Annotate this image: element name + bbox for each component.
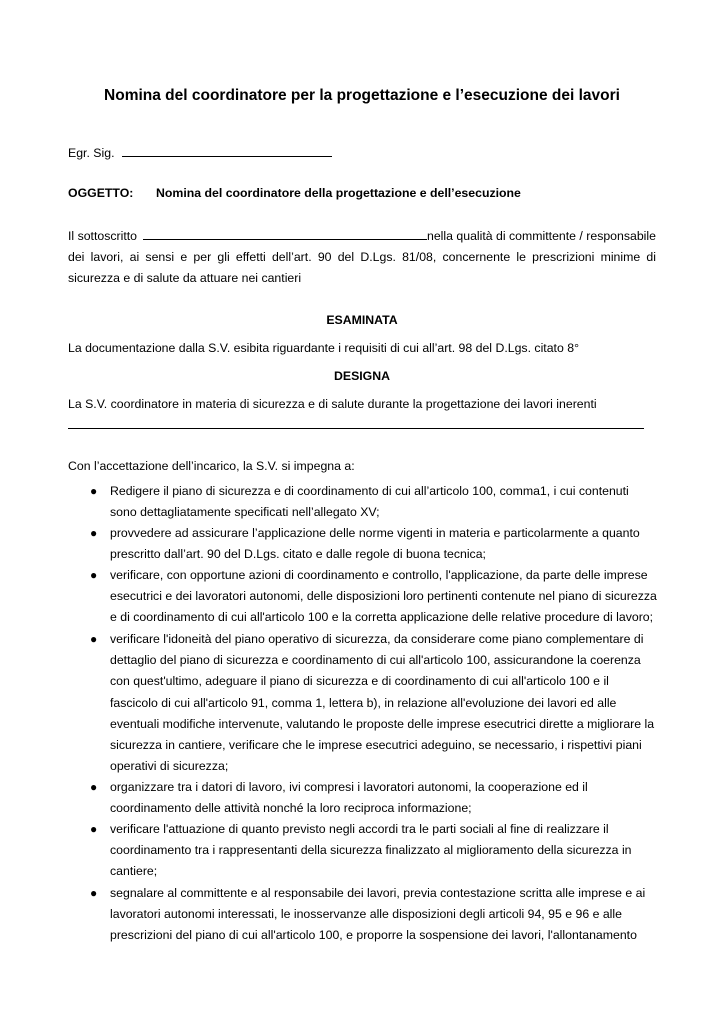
list-item: ● segnalare al committente e al responsabile dei lavori, previa contestazione scritta alle imprese e ai lavoratori autonomi interessati, le inosservanze alle disposizioni degli articoli 94, 95 e 96 e alle prescrizioni del piano di cui all'articolo 100, e proporre la sospensione dei lavori, l'allontanamento (110, 883, 645, 947)
intro-line-2: dei lavori, ai sensi e per gli effetti dell’art. 90 del D.Lgs. 81/08, concernente le prescrizioni minime di (68, 250, 656, 264)
list-item: ● provvedere ad assicurare l’applicazione delle norme vigenti in materia e particolarmente a quanto prescritto dall’art. 90 del D.Lgs. citato e dalle regole di buona tecnica; (110, 523, 640, 565)
undersigned-blank (143, 226, 427, 240)
intro-line-1 (68, 226, 656, 247)
subject-label: OGGETTO: (68, 186, 134, 200)
list-item: ● verificare l'idoneità del piano operativo di sicurezza, da considerare come piano complementare di dettaglio del piano di sicurezza e coordinamento di cui all'articolo 100, assicurandone la coerenza con quest'ultimo, adeguare il piano di sicurezza e di coordinamento di cui all'articolo 100 e il fascicolo di cui all'articolo 91, comma 1, lettera b), in relazione all'evoluzione dei lavori ed alle eventuali modifiche intervenute, valutando le proposte delle imprese esecutrici dirette a migliorare la sicurezza in cantiere, verificare che le imprese esecutrici adeguino, se necessario, i rispettivi piani operativi di sicurezza; (110, 629, 654, 777)
intro-line-3: sicurezza e di salute da attuare nei cantieri (68, 271, 302, 285)
commitment-intro: Con l’accettazione dell’incarico, la S.V. si impegna a: (68, 459, 355, 473)
bullet-icon: ● (90, 886, 98, 900)
bullet-icon: ● (90, 780, 98, 794)
heading-designate: DESIGNA (333, 369, 391, 383)
heading-examined: ESAMINATA (326, 313, 398, 327)
designate-text: La S.V. coordinatore in materia di sicurezza e di salute durante la progettazione dei lavori inerenti (68, 397, 597, 411)
addressee-label: Egr. Sig. (68, 146, 115, 160)
subject-text: Nomina del coordinatore della progettazione e dell’esecuzione (156, 186, 521, 200)
bullet-icon: ● (90, 632, 98, 646)
list-item: ● Redigere il piano di sicurezza e di coordinamento di cui all’articolo 100, comma1, i cui contenuti sono dettagliatamente specificati nell’allegato XV; (110, 481, 629, 523)
addressee-line (68, 143, 332, 164)
examined-text: La documentazione dalla S.V. esibita riguardante i requisiti di cui all’art. 98 del D.Lgs. citato 8° (68, 341, 579, 355)
bullet-icon: ● (90, 484, 98, 498)
intro-line1-end: nella qualità di committente / responsabile (427, 229, 656, 243)
document-title: Nomina del coordinatore per la progettazione e l’esecuzione dei lavori (104, 87, 620, 104)
list-item: ● verificare l'attuazione di quanto previsto negli accordi tra le parti sociali al fine di realizzare il coordinamento tra i rappresentanti della sicurezza finalizzato al miglioramento della sicurezza in cantiere; (110, 819, 632, 883)
bullet-icon: ● (90, 822, 98, 836)
list-item: ● organizzare tra i datori di lavoro, ivi compresi i lavoratori autonomi, la cooperazione ed il coordinamento delle attività nonché la loro reciproca informazione; (110, 777, 588, 819)
designate-blank-line (68, 428, 644, 429)
addressee-blank (122, 143, 332, 157)
list-item: ● verificare, con opportune azioni di coordinamento e controllo, l'applicazione, da parte delle imprese esecutrici e dei lavoratori autonomi, delle disposizioni loro pertinenti contenute nel piano di sicurezza e di coordinamento di cui all'articolo 100 e la corretta applicazione delle relative procedure di lavoro; (110, 565, 657, 629)
bullet-icon: ● (90, 526, 98, 540)
intro-start: Il sottoscritto (68, 229, 138, 243)
intro-paragraph (68, 226, 656, 289)
bullet-icon: ● (90, 568, 98, 582)
